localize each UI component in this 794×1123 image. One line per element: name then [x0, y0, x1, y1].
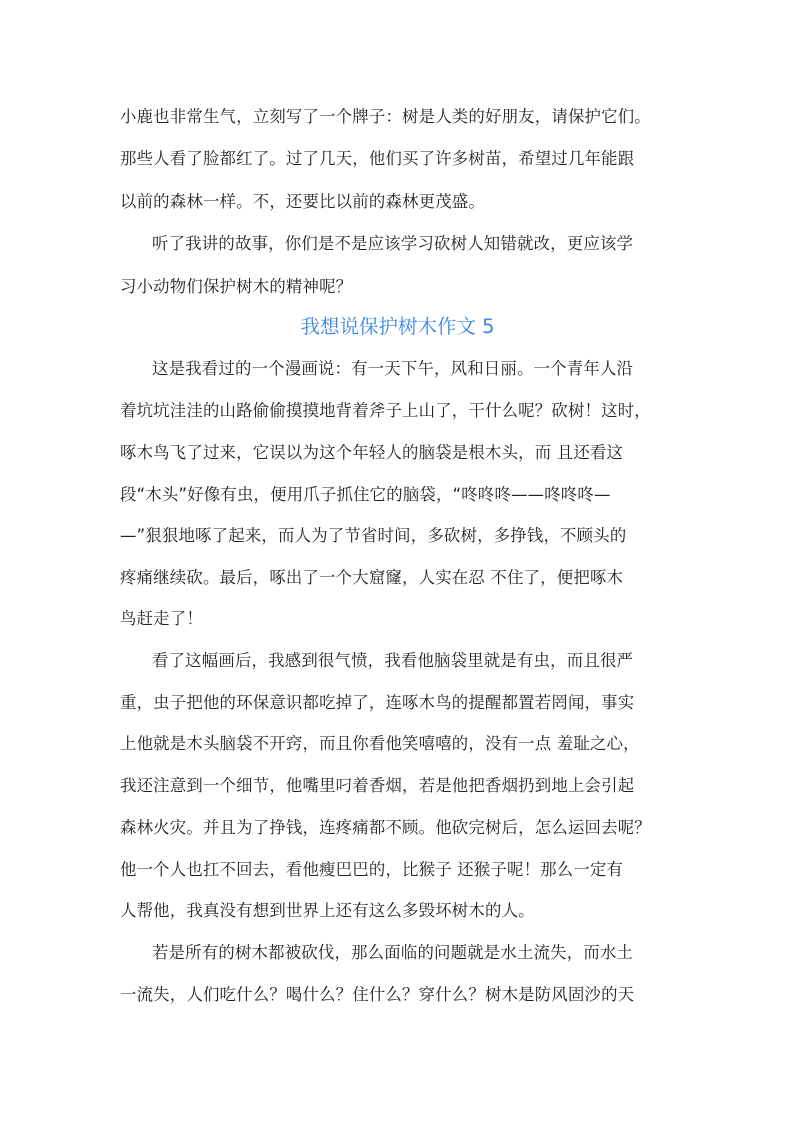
text-line: 啄木鸟飞了过来，它误以为这个年轻人的脑袋是根木头，而 且还看这	[120, 443, 624, 462]
text-line: 疼痛继续砍。最后，啄出了一个大窟窿，人实在忍 不住了，便把啄木	[120, 568, 624, 587]
text-line: 人帮他，我真没有想到世界上还有这么多毁坏树木的人。	[120, 901, 535, 920]
text-line: 森林火灾。并且为了挣钱，连疼痛都不顾。他砍完树后，怎么运回去呢？	[120, 818, 651, 837]
text-line: 一流失，人们吃什么？喝什么？住什么？穿什么？树木是防风固沙的天	[120, 985, 635, 1004]
text-line: 小鹿也非常生气，立刻写了一个牌子：树是人类的好朋友，请保护它们。	[120, 107, 651, 126]
text-line: 若是所有的树木都被砍伐，那么面临的问题就是水土流失，而水土	[152, 943, 634, 962]
text-line: 以前的森林一样。不，还要比以前的森林更茂盛。	[120, 192, 485, 211]
text-line: 这是我看过的一个漫画说：有一天下午，风和日丽。一个青年人沿	[152, 359, 634, 378]
text-line: —”狠狠地啄了起来，而人为了节省时间，多砍树，多挣钱，不顾头的	[120, 526, 627, 545]
text-line: 那些人看了脸都红了。过了几天，他们买了许多树苗，希望过几年能跟	[120, 149, 635, 168]
text-line: 他一个人也扛不回去，看他瘦巴巴的，比猴子 还猴子呢！那么一定有	[120, 860, 624, 879]
text-line: 看了这幅画后，我感到很气愤，我看他脑袋里就是有虫，而且很严	[152, 651, 634, 670]
text-line: 着坑坑洼洼的山路偷偷摸摸地背着斧子上山了，干什么呢？砍树！这时，	[120, 401, 651, 420]
text-line: 重，虫子把他的环保意识都吃掉了，连啄木鸟的提醒都置若罔闻，事实	[120, 693, 635, 712]
text-line: 鸟赶走了！	[120, 609, 203, 628]
text-line: 我还注意到一个细节，他嘴里叼着香烟，若是他把香烟扔到地上会引起	[120, 776, 635, 795]
section-title: 我想说保护树木作文 5	[300, 315, 495, 338]
text-line: 听了我讲的故事，你们是不是应该学习砍树人知错就改，更应该学	[152, 234, 634, 253]
text-line: 上他就是木头脑袋不开窍，而且你看他笑嘻嘻的，没有一点 羞耻之心，	[120, 734, 640, 753]
text-line: 习小动物们保护树木的精神呢？	[120, 277, 353, 296]
text-line: 段“木头”好像有虫，便用爪子抓住它的脑袋，“咚咚咚——咚咚咚—	[120, 485, 611, 504]
